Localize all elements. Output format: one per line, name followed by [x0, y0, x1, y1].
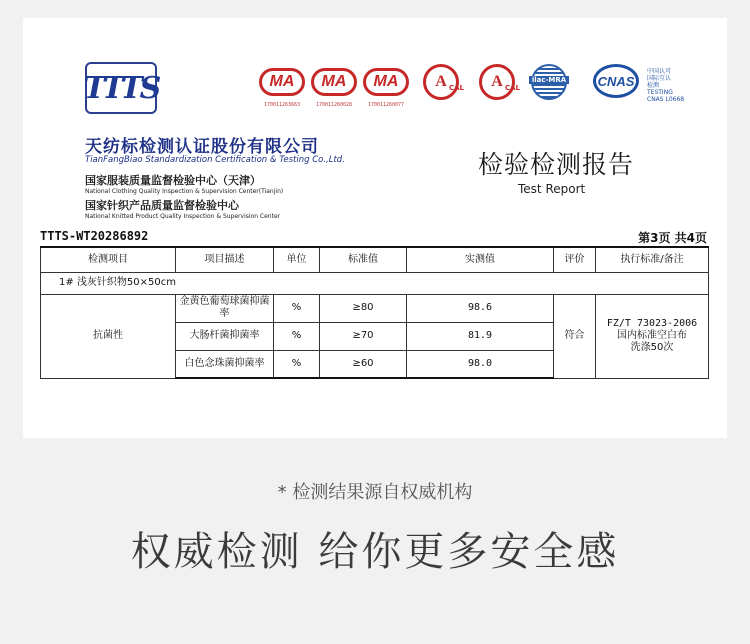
- cnas-side-line: TESTING: [647, 89, 673, 96]
- cma-label-3: MA: [373, 73, 399, 90]
- standard-note-line: 洗涤50次: [630, 342, 674, 353]
- cma-code-3: 170011260077: [367, 102, 405, 108]
- header-cell: 执行标准/备注: [596, 247, 709, 272]
- cma-mark-1: [259, 62, 305, 102]
- header-cell: 实测值: [407, 247, 554, 272]
- source-caption: * 检测结果源自权威机构: [277, 482, 473, 503]
- cal-side-1: CAL: [449, 84, 465, 92]
- cma-mark-2: [311, 62, 357, 102]
- ilac-label: ilac-MRA: [529, 76, 569, 84]
- cnas-side-text: [647, 68, 697, 103]
- org-name-cn: 天纺标检测认证股份有限公司: [85, 137, 319, 157]
- measured-cell: 98.0: [407, 350, 554, 378]
- unit-cell: %: [274, 350, 320, 378]
- page-number: 第3页 共4页: [638, 231, 707, 245]
- cnas-side-line: 国际互认: [647, 75, 672, 82]
- report-subtitle: Test Report: [518, 182, 586, 196]
- cal-mark-1: [419, 62, 465, 102]
- cnas-mark: [593, 62, 643, 102]
- table-header-row: [41, 247, 709, 272]
- sub-center2-en: National Knitted Product Quality Inspection & Supervision Center: [85, 213, 281, 220]
- ttts-logo: [85, 62, 157, 114]
- desc-cell: 白色念珠菌抑菌率: [176, 350, 274, 378]
- standard-cell: ≥70: [320, 322, 407, 350]
- certification-marks: [259, 62, 699, 126]
- header-cell: 单位: [274, 247, 320, 272]
- cal-label-2: A: [491, 73, 503, 90]
- cma-mark-3: [363, 62, 409, 102]
- cnas-side-line: CNAS L0668: [647, 96, 685, 103]
- report-number: TTTS-WT20286892: [40, 229, 149, 243]
- report-title: 检验检测报告: [478, 150, 635, 179]
- sub-center2-cn: 国家针织产品质量监督检验中心: [85, 199, 239, 212]
- header-cell: 项目描述: [176, 247, 274, 272]
- item-cell: 抗菌性: [41, 294, 176, 378]
- slogan: 权威检测 给你更多安全感: [130, 529, 620, 575]
- standard-note-line: 国内标准空白布: [617, 330, 687, 341]
- desc-cell: 大肠杆菌抑菌率: [176, 322, 274, 350]
- header-cell: 标准值: [320, 247, 407, 272]
- sub-center-en: National Clothing Quality Inspection & Supervision Center(Tianjin): [85, 188, 284, 195]
- measured-cell: 98.6: [407, 294, 554, 322]
- standard-cell: ≥60: [320, 350, 407, 378]
- cnas-side-line: 中国认可: [647, 68, 672, 75]
- table-row: [41, 294, 709, 322]
- standard-note-line: FZ/T 73023-2006: [606, 318, 698, 329]
- sample-row: [41, 272, 709, 294]
- header-cell: 检测项目: [41, 247, 176, 272]
- cma-label-1: MA: [269, 73, 295, 90]
- desc-cell: 金黄色葡萄球菌抑菌率: [176, 294, 274, 322]
- ilac-mark: [529, 62, 575, 102]
- cma-code-2: 170011260028: [315, 102, 353, 108]
- cal-side-2: CAL: [505, 84, 521, 92]
- standard-cell: ≥80: [320, 294, 407, 322]
- logo-text: TTTS: [83, 70, 159, 106]
- header-cell: 评价: [554, 247, 596, 272]
- measured-cell: 81.9: [407, 322, 554, 350]
- cnas-label: CNAS: [597, 73, 635, 89]
- standard-note-cell: [596, 294, 709, 378]
- unit-cell: %: [274, 294, 320, 322]
- cnas-side-line: 检测: [647, 82, 660, 89]
- unit-cell: %: [274, 322, 320, 350]
- sub-center-cn: 国家服装质量监督检验中心（天津）: [85, 174, 261, 187]
- cal-mark-2: [475, 62, 521, 102]
- evaluation-cell: 符合: [554, 294, 596, 378]
- report-document: [23, 18, 727, 438]
- sample-cell: 1# 浅灰针织物50×50cm: [41, 272, 709, 294]
- cma-code-1: 170011263663: [263, 102, 301, 108]
- org-name-en: TianFangBiao Standardization Certification & Testing Co.,Ltd.: [85, 155, 345, 165]
- cma-label-2: MA: [321, 73, 347, 90]
- results-table: [40, 246, 709, 379]
- cal-label-1: A: [435, 73, 447, 90]
